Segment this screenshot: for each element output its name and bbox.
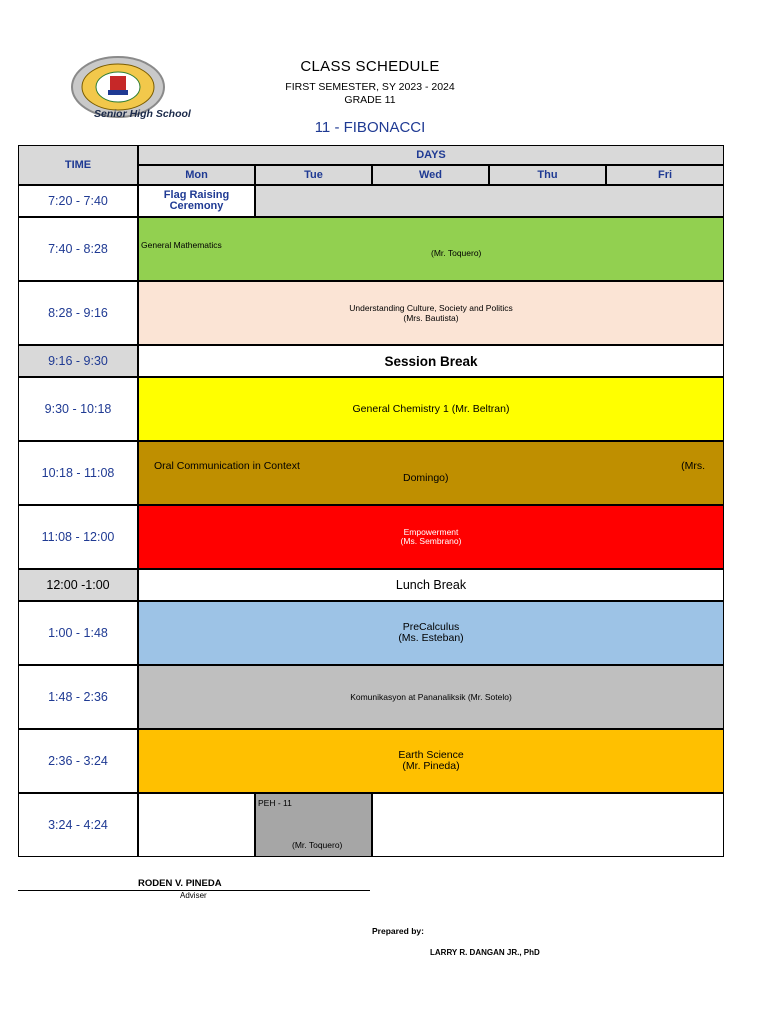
time-slot: 8:28 - 9:16 (18, 281, 138, 345)
senior-high-school-caption: Senior High School (94, 108, 191, 120)
teacher-label: (Mr. Toquero) (292, 840, 343, 850)
day-mon: Mon (138, 165, 255, 185)
time-slot: 11:08 - 12:00 (18, 505, 138, 569)
subject-label: Understanding Culture, Society and Politics (349, 303, 513, 313)
subject-label: Oral Communication in Context (154, 460, 300, 472)
class-cell-komunikasyon: Komunikasyon at Pananaliksik (Mr. Sotelo) (138, 665, 724, 729)
empty-gray-cell (255, 185, 724, 217)
day-wed: Wed (372, 165, 489, 185)
flag-ceremony-cell: Flag Raising Ceremony (138, 185, 255, 217)
class-cell-precalculus (138, 601, 724, 665)
class-cell-empowerment (138, 505, 724, 569)
teacher-label: (Ms. Esteban) (398, 632, 464, 644)
section-title: 11 - FIBONACCI (314, 119, 426, 136)
time-slot: 7:40 - 8:28 (18, 217, 138, 281)
prepared-by-label: Prepared by: (372, 926, 424, 936)
subject-label: General Mathematics (141, 240, 222, 250)
page-title: CLASS SCHEDULE (300, 58, 440, 75)
days-header: DAYS (138, 145, 724, 165)
teacher-label: (Mrs. Bautista) (403, 313, 459, 323)
time-slot: 9:16 - 9:30 (18, 345, 138, 377)
time-slot: 2:36 - 3:24 (18, 729, 138, 793)
time-slot: 1:48 - 2:36 (18, 665, 138, 729)
class-cell-general-mathematics (138, 217, 724, 281)
day-fri: Fri (606, 165, 724, 185)
empty-wed-fri-cell (372, 793, 724, 857)
teacher-label: (Ms. Sembrano) (400, 536, 462, 546)
time-slot: 3:24 - 4:24 (18, 793, 138, 857)
time-slot: 1:00 - 1:48 (18, 601, 138, 665)
session-break-cell: Session Break (138, 345, 724, 377)
class-cell-general-chemistry: General Chemistry 1 (Mr. Beltran) (138, 377, 724, 441)
class-cell-oral-communication (138, 441, 724, 505)
empty-mon-cell (138, 793, 255, 857)
school-logo (64, 54, 204, 128)
subject-label: Earth Science (398, 749, 464, 761)
grade-label: GRADE 11 (344, 94, 396, 106)
teacher-label: (Mr. Toquero) (431, 248, 482, 258)
time-header: TIME (18, 145, 138, 185)
subject-label: Empowerment (403, 527, 459, 537)
class-cell-earth-science (138, 729, 724, 793)
subject-label: PEH - 11 (258, 798, 292, 808)
class-cell-ucsp (138, 281, 724, 345)
adviser-name: RODEN V. PINEDA (138, 878, 222, 889)
day-tue: Tue (255, 165, 372, 185)
subject-label: PreCalculus (402, 621, 460, 633)
time-slot: 7:20 - 7:40 (18, 185, 138, 217)
time-slot: 12:00 -1:00 (18, 569, 138, 601)
time-slot: 10:18 - 11:08 (18, 441, 138, 505)
lunch-break-cell: Lunch Break (138, 569, 724, 601)
teacher-label: (Mr. Pineda) (402, 760, 460, 772)
teacher-label-part2: Domingo) (403, 472, 449, 484)
day-thu: Thu (489, 165, 606, 185)
semester-label: FIRST SEMESTER, SY 2023 - 2024 (285, 81, 455, 93)
time-slot: 9:30 - 10:18 (18, 377, 138, 441)
class-cell-peh (255, 793, 372, 857)
schedule-table (18, 145, 724, 857)
teacher-label-part1: (Mrs. (681, 460, 705, 472)
preparer-name: LARRY R. DANGAN JR., PhD (430, 948, 540, 957)
adviser-role: Adviser (180, 891, 207, 900)
